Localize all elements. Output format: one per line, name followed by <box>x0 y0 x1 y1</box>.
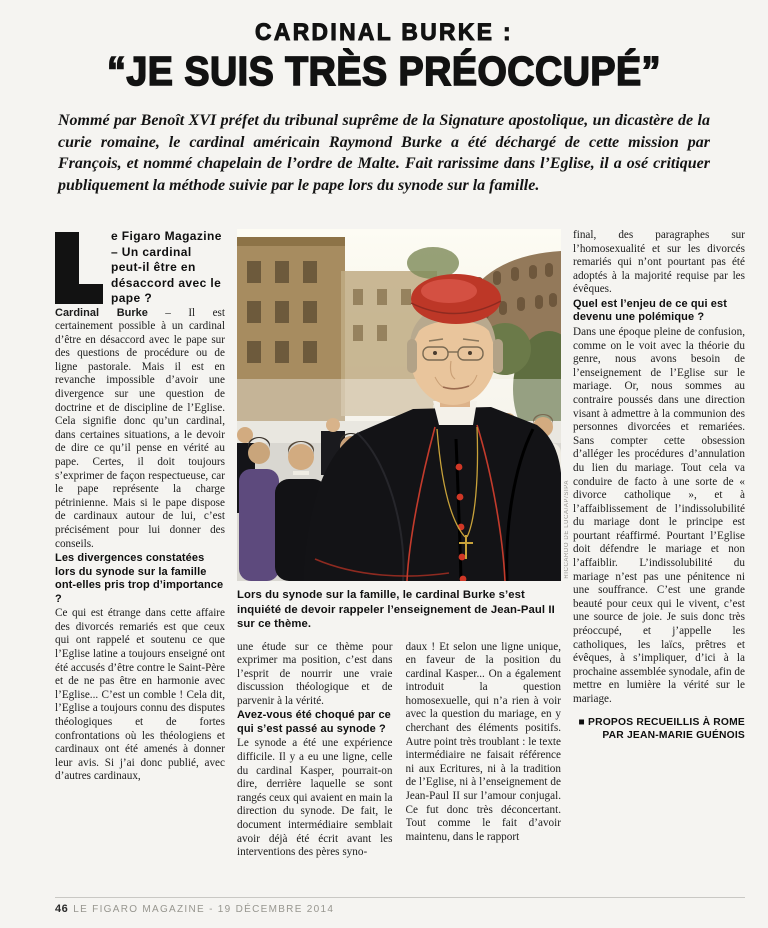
sub-columns <box>237 641 561 881</box>
question-4: Quel est l’enjeu de ce qui est devenu une polémique ? <box>573 297 727 324</box>
answer-2: Ce qui est étrange dans cette affaire des divorcés remariés est que ceux qui ont rappelé et soutenu ce que l’Eglise latine a toujours enseigné ont été accusés d’être contre le Saint-Père et de ne pas être en harmonie avec l’Eglise... C’est un comble ! Cela dit, l’Eglise a toujours connu des disputes théologiques et de fortes confrontations où les théologiens et cardinaux ont été amenés à donner leur avis. Si j’ai donc publié, avec d’autres cardinaux, <box>55 607 225 783</box>
answer-3: Le synode a été une expérience difficile. Il y a eu une ligne, celle du cardinal Kasper, pourrait-on dire, derrière laquelle se sont rangés ceux qui avaient en main la direction du synode. De fait, le document intermédiaire semblait avoir déjà été écrit avant les interventions des pères syno- <box>237 737 393 859</box>
byline <box>573 716 745 743</box>
answer-3-continued: daux ! Et selon une ligne unique, en faveur de la position du cardinal Kasper... On a également introduit la question homosexuelle, qui n’a rien à voir avec la question du mariage, en y cherchant des éléments positifs. Autre point très troublant : le texte intermédiaire ne faisait référence ni aux Ecritures, ni à la tradition de l’Eglise, ni à l’enseignement de Jean-Paul II sur l’amour conjugal. Ce fut donc très déconcertant. Tout comme le fait d’avoir maintenu, dans le rapport <box>405 640 561 843</box>
column-1 <box>55 229 225 895</box>
column-2 <box>237 641 393 881</box>
column-4 <box>573 229 745 895</box>
column-3 <box>406 641 562 881</box>
answer-1 <box>55 307 225 552</box>
footer-text: LE FIGARO MAGAZINE - 19 DÉCEMBRE 2014 <box>73 904 335 915</box>
answer-1-text: – Il est certainement possible à un cardinal d’être en désaccord avec le pape sur des questions de procédure ou de ligne pastorale. Mais il est en revanche impossible d’avoir une divergence sur une question de doctrine et de discipline de l’Eglise. Cela signifie donc qu’un cardinal, dans certaines situations, a le devoir de dire ce qu’il pense en vérité au pape. Certes, il doit toujours s’exprimer de façon respectueuse, car le pape représente la charge pétrinienne. Mais si le pape dispose de cardinaux autour de lui, c’est précisément pour lui donner des conseils. <box>55 306 225 550</box>
kicker: CARDINAL BURKE : <box>255 19 513 46</box>
page-title: “JE SUIS TRÈS PRÉOCCUPÉ” <box>107 48 661 94</box>
byline-line-1: ■ PROPOS RECUEILLIS À ROME <box>578 716 745 728</box>
question-3: Avez-vous été choqué par ce qui s’est passé au synode ? <box>237 709 391 735</box>
answer-4: Dans une époque pleine de confusion, comme on le voit avec la théorie du genre, nous avons besoin de l’enseignement de l’Eglise sur le mariage. Or, nous sommes au contraire poussés dans une direction visant à admettre à la communion des personnes divorcées et remariées. Sans compter cette obsession d’alléger les procédures d’annulation du lien du mariage. Tout cela va conduire de facto à une sorte de « divorce catholique », et à l’affaiblissement de l’indissolubilité du mariage dont le principe est pourtant réaffirmé. Pourtant l’Eglise doit défendre le mariage et non l’affaiblir. L’indissolubilité du mariage n’est pas une pénitence ni une souffrance. C’est une grande beauté pour ceux qui le vivent, c’est une source de joie. Je suis donc très préoccupé, et j’appelle les catholiques, les laïcs, prêtres et évêques, à s’impliquer, d’ici à la prochaine assemblée synodale, afin de mettre en lumière la vérité sur le mariage. <box>573 325 745 705</box>
standfirst: Nommé par Benoît XVI préfet du tribunal suprême de la Signature apostolique, un dicastère de la curie romaine, le cardinal américain Raymond Burke a été déchargé de cette mission par François, et nommé chapelain de l’ordre de Malte. Fait rarissime dans l’Eglise, il a osé critiquer publiquement la méthode suivie par le pape lors du synode sur la famille. <box>58 112 710 194</box>
photo-illustration <box>237 229 561 581</box>
article-body <box>55 229 745 895</box>
article-photo <box>237 229 570 581</box>
page-footer <box>55 903 334 915</box>
photo-caption: Lors du synode sur la famille, le cardinal Burke s’est inquiété de devoir rappeler l’enseignement de Jean-Paul II sur ce thème. <box>237 589 555 630</box>
photo-credit: RICCARDO DE LUCA/AP/SIPA <box>564 480 570 579</box>
answer-3-end: final, des paragraphes sur l’homosexualité et sur les divorcés remariés qui n’ont pourtant pas été adoptés à la majorité requise par les évêques. <box>573 229 745 296</box>
column-middle <box>237 229 570 895</box>
footer-rule <box>55 897 745 898</box>
page-number: 46 <box>55 903 69 915</box>
question-2: Les divergences constatées lors du synode sur la famille ont-elles pris trop d’importance ? <box>55 552 224 605</box>
drop-cap-L <box>55 232 103 304</box>
answer-2-continued: une étude sur ce thème pour exprimer ma position, c’est dans l’esprit de nourrir une vraie discussion théologique et de parvenir à la vérité. <box>237 640 393 707</box>
byline-line-2: PAR JEAN-MARIE GUÉNOIS <box>602 730 745 742</box>
lead-question: e Figaro Magazine – Un cardinal peut-il être en désaccord avec le pape ? <box>111 229 222 305</box>
speaker-name: Cardinal Burke <box>55 306 148 319</box>
